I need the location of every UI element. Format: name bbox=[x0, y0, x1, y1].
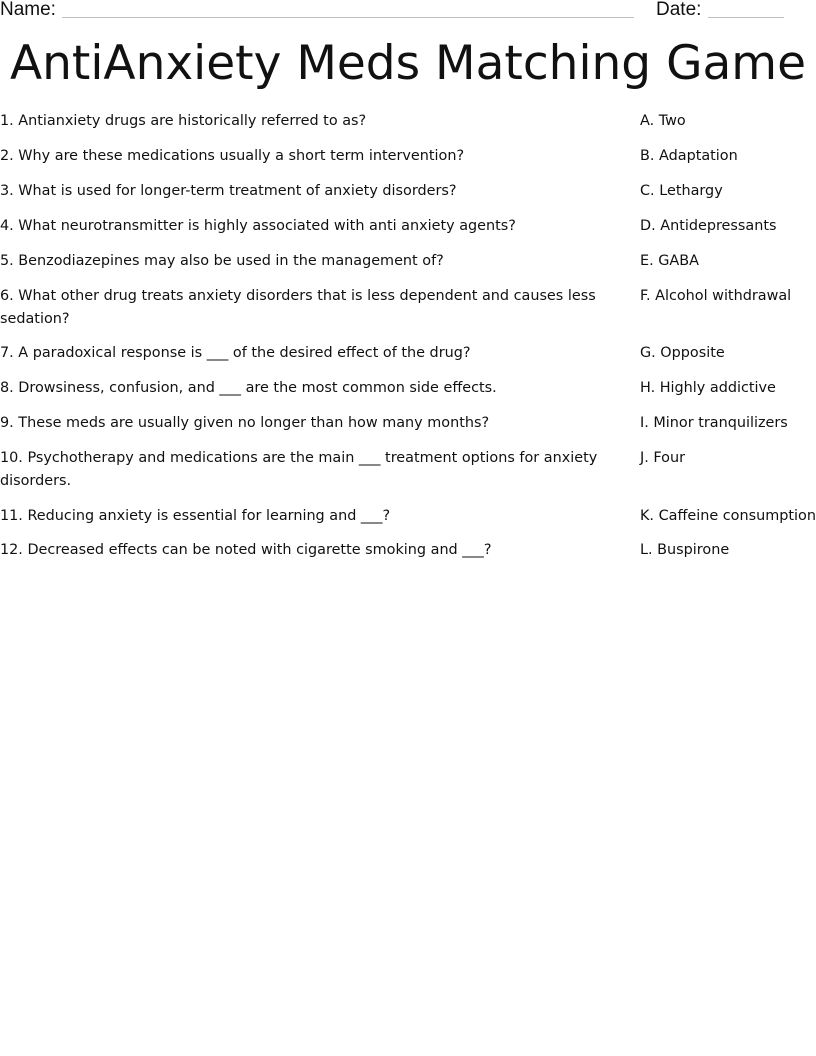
question-item: 12. Decreased effects can be noted with cigarette smoking and ___? bbox=[0, 542, 492, 558]
worksheet-header bbox=[0, 0, 816, 24]
answer-item: F. Alcohol withdrawal bbox=[640, 288, 792, 304]
answer-item: H. Highly addictive bbox=[640, 380, 776, 396]
answer-item: K. Caffeine consumption bbox=[640, 508, 816, 524]
question-item: 4. What neurotransmitter is highly associated with anti anxiety agents? bbox=[0, 218, 516, 234]
question-item: 9. These meds are usually given no longer than how many months? bbox=[0, 415, 490, 431]
answer-item: E. GABA bbox=[640, 253, 699, 269]
page-title: AntiAnxiety Meds Matching Game bbox=[9, 36, 807, 91]
question-item: 8. Drowsiness, confusion, and ___ are the most common side effects. bbox=[0, 380, 497, 396]
name-field[interactable] bbox=[62, 17, 634, 18]
date-label: Date: bbox=[656, 0, 702, 20]
question-item: 7. A paradoxical response is ___ of the desired effect of the drug? bbox=[0, 345, 471, 361]
question-item: 10. Psychotherapy and medications are the main ___ treatment options for anxiety disorders. bbox=[0, 450, 598, 489]
answer-item: L. Buspirone bbox=[640, 542, 730, 558]
question-item: 1. Antianxiety drugs are historically referred to as? bbox=[0, 113, 367, 129]
answer-item: I. Minor tranquilizers bbox=[640, 415, 788, 431]
question-item: 2. Why are these medications usually a short term intervention? bbox=[0, 148, 465, 164]
answer-item: D. Antidepressants bbox=[640, 218, 777, 234]
question-item: 5. Benzodiazepines may also be used in the management of? bbox=[0, 253, 444, 269]
answer-item: A. Two bbox=[640, 113, 686, 129]
answer-item: J. Four bbox=[640, 450, 685, 466]
question-item: 6. What other drug treats anxiety disorders that is less dependent and causes less sedation? bbox=[0, 288, 596, 327]
name-label: Name: bbox=[0, 0, 56, 20]
date-field[interactable] bbox=[708, 17, 784, 18]
answer-item: C. Lethargy bbox=[640, 183, 723, 199]
question-item: 11. Reducing anxiety is essential for learning and ___? bbox=[0, 508, 391, 524]
answer-item: G. Opposite bbox=[640, 345, 725, 361]
answer-item: B. Adaptation bbox=[640, 148, 738, 164]
question-item: 3. What is used for longer-term treatment of anxiety disorders? bbox=[0, 183, 457, 199]
